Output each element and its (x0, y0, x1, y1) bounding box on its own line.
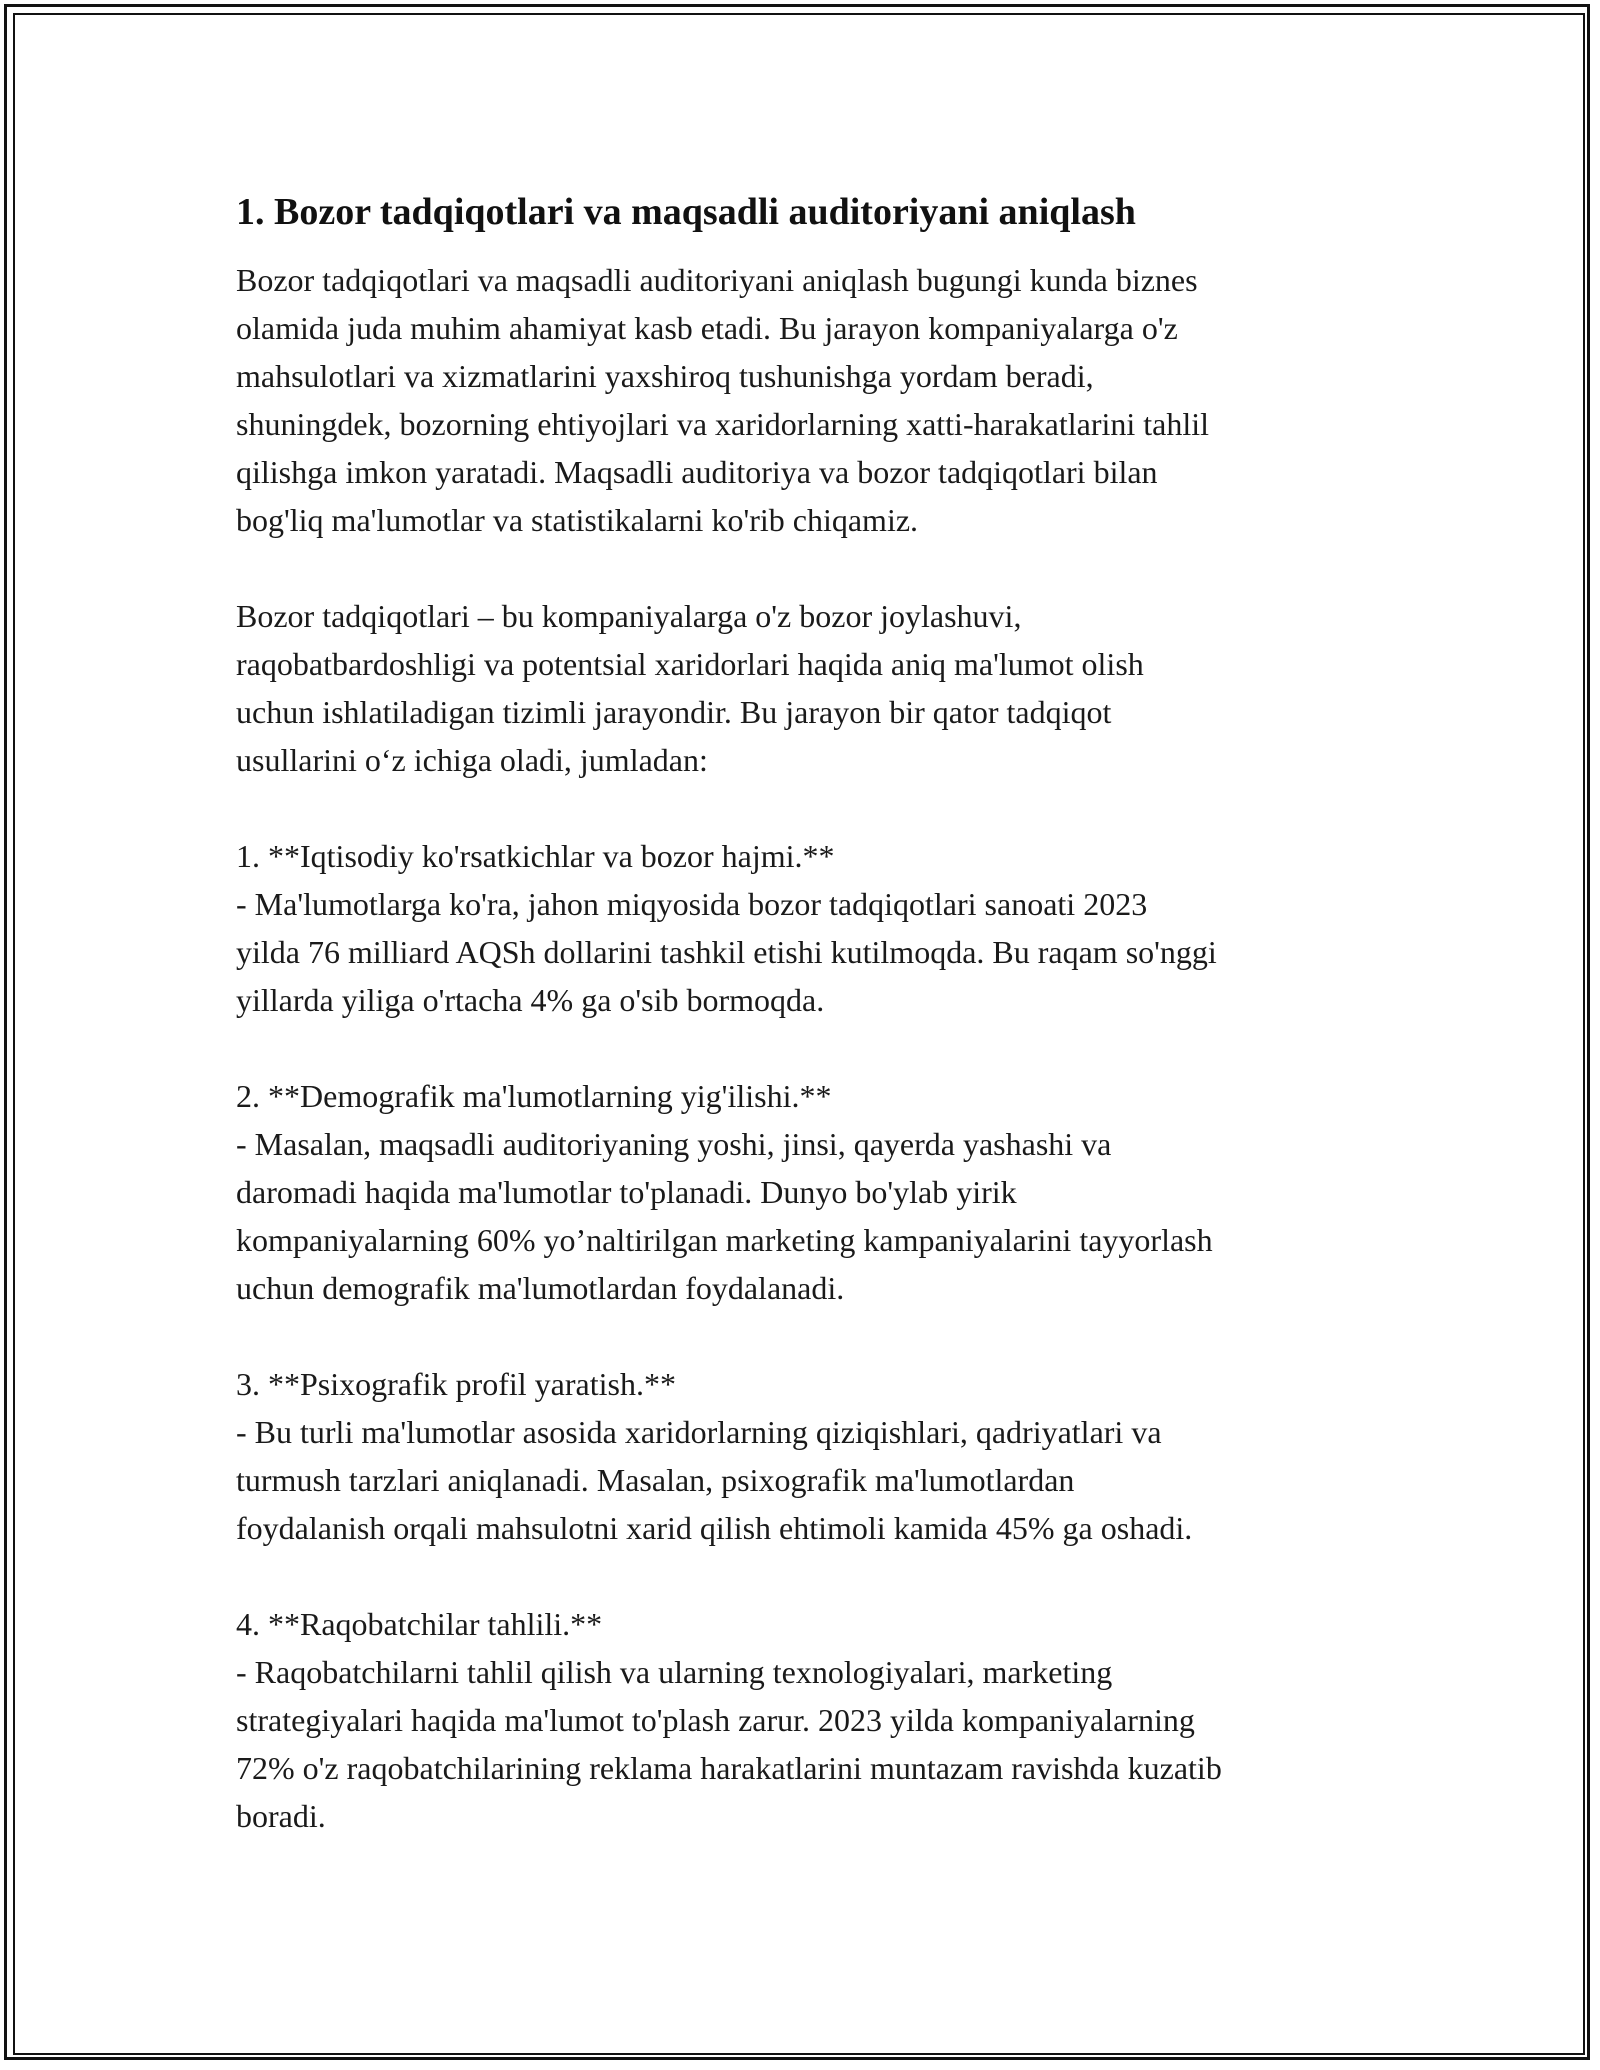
paragraph-spacer (236, 1552, 1376, 1600)
intro-paragraph: Bozor tadqiqotlari va maqsadli auditoriyani aniqlash bugungi kunda biznes olamida juda muhim ahamiyat kasb etadi. Bu jarayon kompaniyalarga o'z mahsulotlari va xizmatlarini yaxshiroq tushunishga yordam beradi, shuningdek, bozorning ehtiyojlari va xaridorlarning xatti-harakatlarini tahlil qilishga imkon yaratadi. Maqsadli auditoriya va bozor tadqiqotlari bilan bog'liq ma'lumotlar va statistikalarni ko'rib chiqamiz. (236, 262, 1210, 538)
list-item-heading: 1. **Iqtisodiy ko'rsatkichlar va bozor hajmi.** (236, 838, 835, 874)
paragraph-spacer (236, 784, 1376, 832)
list-item-body: - Raqobatchilarni tahlil qilish va ularning texnologiyalari, marketing strategiyalari haqida ma'lumot to'plash zarur. 2023 yilda kompaniyalarning 72% o'z raqobatchilarining reklama harakatlarini muntazam ravishda kuzatib boradi. (236, 1654, 1222, 1834)
list-item-heading: 2. **Demografik ma'lumotlarning yig'ilishi.** (236, 1078, 832, 1114)
document-title: 1. Bozor tadqiqotlari va maqsadli auditoriyani aniqlash (236, 191, 1136, 233)
paragraph-spacer (236, 1024, 1376, 1072)
definition-paragraph: Bozor tadqiqotlari – bu kompaniyalarga o'z bozor joylashuvi, raqobatbardoshligi va potentsial xaridorlari haqida aniq ma'lumot olish uchun ishlatiladigan tizimli jarayondir. Bu jarayon bir qator tadqiqot usullarini o‘z ichiga oladi, jumladan: (236, 598, 1144, 778)
list-item-body: - Bu turli ma'lumotlar asosida xaridorlarning qiziqishlari, qadriyatlari va turmush tarzlari aniqlanadi. Masalan, psixografik ma'lumotlardan foydalanish orqali mahsulotni xarid qilish ehtimoli kamida 45% ga oshadi. (236, 1414, 1193, 1546)
paragraph-spacer (236, 1312, 1376, 1360)
paragraph-spacer (236, 544, 1376, 592)
list-item-heading: 4. **Raqobatchilar tahlili.** (236, 1606, 603, 1642)
list-item-body: - Masalan, maqsadli auditoriyaning yoshi, jinsi, qayerda yashashi va daromadi haqida ma'lumotlar to'planadi. Dunyo bo'ylab yirik kompaniyalarning 60% yo’naltirilgan marketing kampaniyalarini tayyorlash uchun demografik ma'lumotlardan foydalanadi. (236, 1126, 1213, 1306)
document-body (236, 186, 1376, 1840)
list-item-heading: 3. **Psixografik profil yaratish.** (236, 1366, 676, 1402)
list-item-body: - Ma'lumotlarga ko'ra, jahon miqyosida bozor tadqiqotlari sanoati 2023 yilda 76 milliard AQSh dollarini tashkil etishi kutilmoqda. Bu raqam so'nggi yillarda yiliga o'rtacha 4% ga o'sib bormoqda. (236, 886, 1217, 1018)
